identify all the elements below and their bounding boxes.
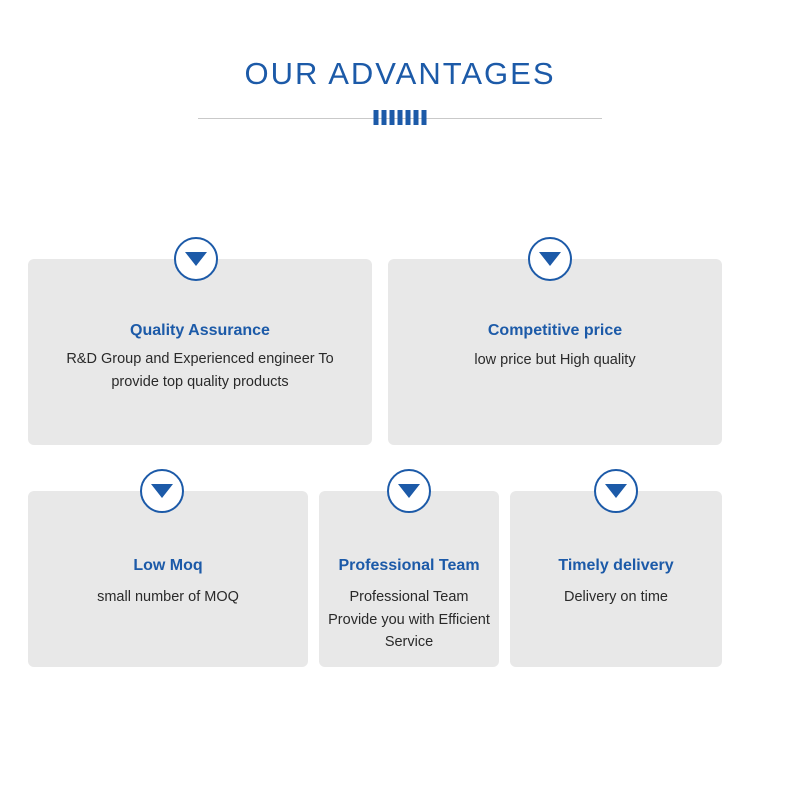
advantage-card-text: low price but High quality <box>474 352 636 369</box>
divider-tick <box>374 110 379 125</box>
chevron-down-circle-icon <box>140 469 184 513</box>
advantage-card-body <box>319 491 499 654</box>
advantage-card-title: Competitive price <box>487 322 623 339</box>
divider-badge <box>374 110 427 125</box>
chevron-down-circle-icon <box>387 469 431 513</box>
divider-tick <box>414 110 419 125</box>
advantage-card-text: small number of MOQ <box>97 589 239 606</box>
advantage-card-quality-assurance <box>28 259 372 445</box>
title-divider <box>198 110 602 126</box>
advantage-card-title: Professional Team <box>338 557 480 574</box>
advantage-card-title: Timely delivery <box>558 557 674 574</box>
advantage-card-professional-team <box>319 491 499 667</box>
advantage-row-bottom <box>28 491 722 667</box>
divider-tick <box>398 110 403 125</box>
advantage-card-text: R&D Group and Experienced engineer To provide top quality products <box>66 351 334 390</box>
advantage-card-competitive-price <box>388 259 722 445</box>
advantage-card-title: Quality Assurance <box>130 322 270 339</box>
chevron-down-circle-icon <box>174 237 218 281</box>
advantage-card-text: Delivery on time <box>564 589 668 606</box>
page-header <box>0 0 800 126</box>
divider-tick <box>406 110 411 125</box>
advantage-card-timely-delivery <box>510 491 722 667</box>
advantage-card-title: Low Moq <box>133 557 203 574</box>
advantage-card-text: Professional Team Provide you with Efficient Service <box>328 589 490 651</box>
divider-tick <box>390 110 395 125</box>
divider-tick <box>422 110 427 125</box>
chevron-down-circle-icon <box>528 237 572 281</box>
advantage-card-low-moq <box>28 491 308 667</box>
chevron-down-circle-icon <box>594 469 638 513</box>
divider-tick <box>382 110 387 125</box>
advantage-row-top <box>28 259 722 445</box>
page-title: OUR ADVANTAGES <box>244 56 556 91</box>
